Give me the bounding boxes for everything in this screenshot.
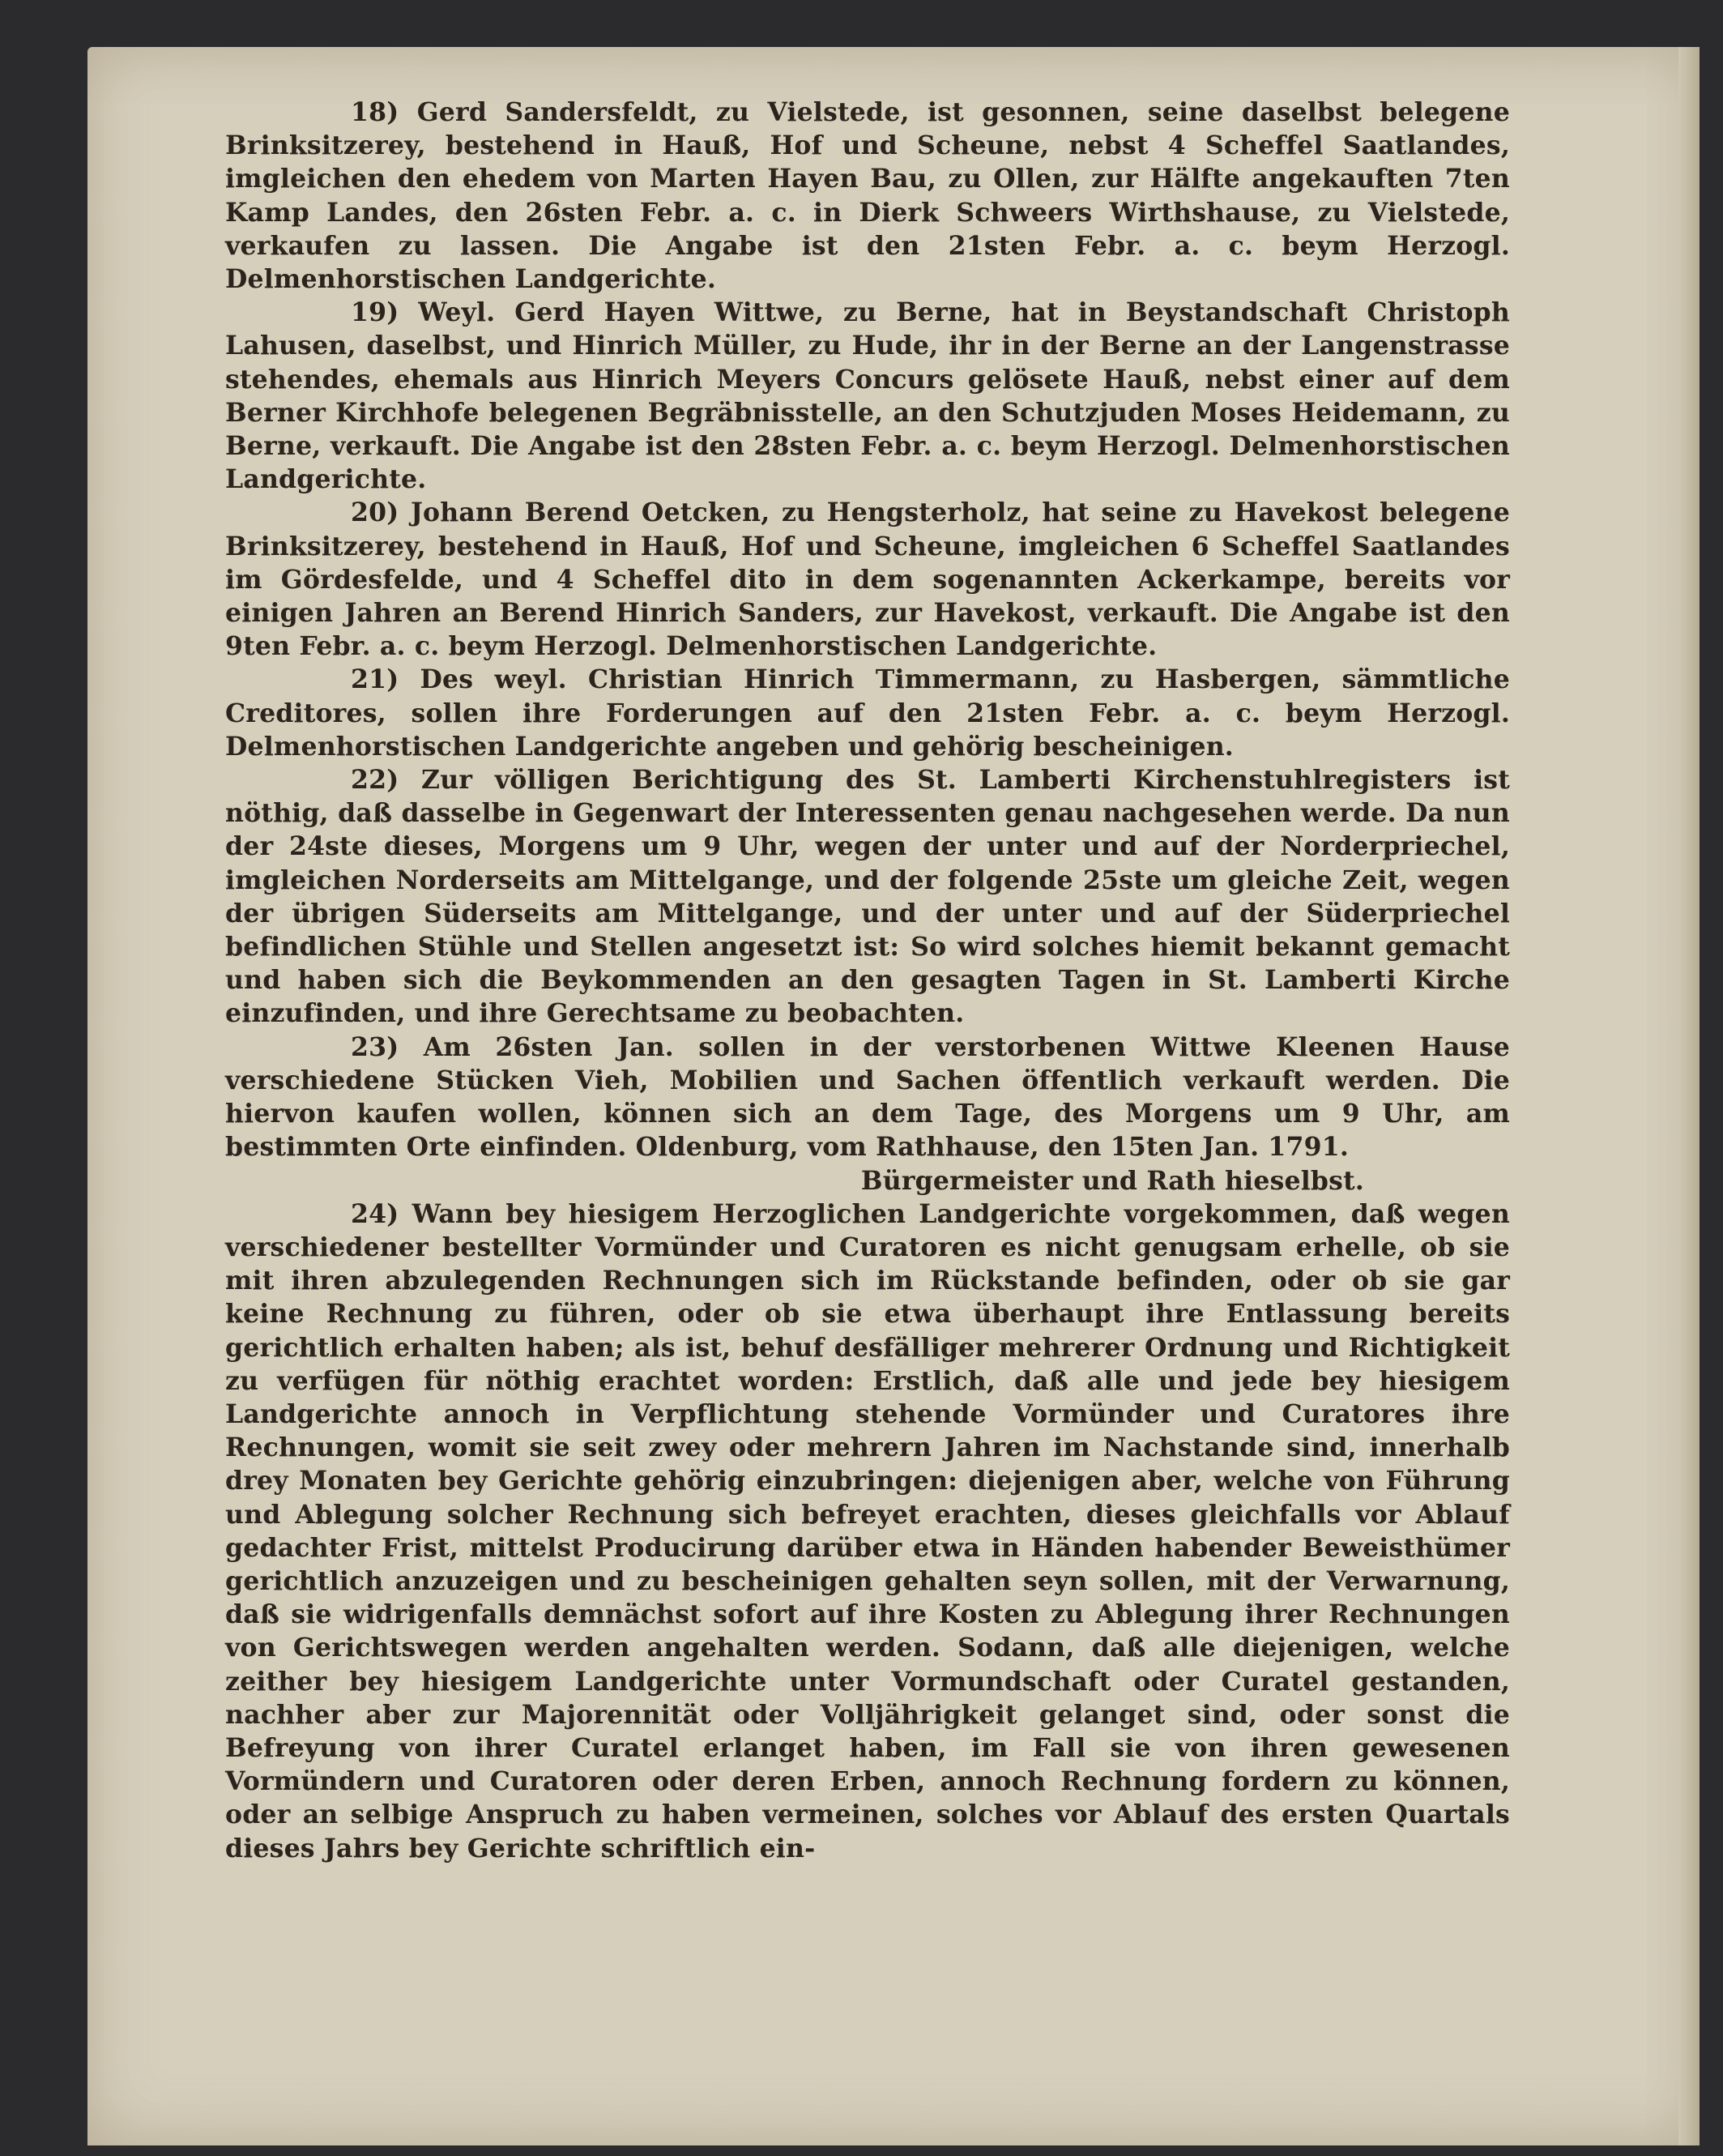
- paragraph-number: 21): [351, 664, 399, 695]
- paragraph-number: 20): [351, 497, 399, 528]
- paragraph-19: [225, 296, 1510, 496]
- paragraph-text: Gerd Sandersfeldt, zu Vielstede, ist gesonnen, seine daselbst belegene Brinksitzerey, bestehend in Hauß, Hof und Scheune, nebst 4 Scheffel Saatlandes, imgleichen den ehedem von Marten Hayen Bau, zu Ollen, zur Hälfte angekauften 7ten Kamp Landes, den 26sten Febr. a. c. in Dierk Schweers Wirthshause, zu Vielstede, verkaufen zu lassen. Die Angabe ist den 21sten Febr. a. c. beym Herzogl. Delmenhorstischen Landgerichte.: [225, 97, 1510, 295]
- paragraph-text: Des weyl. Christian Hinrich Timmermann, zu Hasbergen, sämmtliche Creditores, sollen ihre Forderungen auf den 21sten Febr. a. c. beym Herzogl. Delmenhorstischen Landgerichte angeben und gehörig bescheinigen.: [225, 664, 1510, 762]
- paragraph-text: Weyl. Gerd Hayen Wittwe, zu Berne, hat in Beystandschaft Christoph Lahusen, daselbst, und Hinrich Müller, zu Hude, ihr in der Berne an der Langenstrasse stehendes, ehemals aus Hinrich Meyers Concurs gelösete Hauß, nebst einer auf dem Berner Kirchhofe belegenen Begräbnisstelle, an den Schutzjuden Moses Heidemann, zu Berne, verkauft. Die Angabe ist den 28sten Febr. a. c. beym Herzogl. Delmenhorstischen Landgerichte.: [225, 297, 1510, 495]
- paragraph-number: 18): [351, 97, 399, 127]
- paragraph-text: Wann bey hiesigem Herzoglichen Landgerichte vorgekommen, daß wegen verschiedener bestellter Vormünder und Curatoren es nicht genugsam erhelle, ob sie mit ihren abzulegenden Rechnungen sich im Rückstande befinden, oder ob sie gar keine Rechnung zu führen, oder ob sie etwa überhaupt ihre Entlassung bereits gerichtlich erhalten haben; als ist, behuf desfälliger mehrerer Ordnung und Richtigkeit zu verfügen für nöthig erachtet worden: Erstlich, daß alle und jede bey hiesigem Landgerichte annoch in Verpflichtung stehende Vormünder und Curatores ihre Rechnungen, womit sie seit zwey oder mehrern Jahren im Nachstande sind, innerhalb drey Monaten bey Gerichte gehörig einzubringen: diejenigen aber, welche von Führung und Ablegung solcher Rechnung sich befreyet erachten, dieses gleichfalls vor Ablauf gedachter Frist, mittelst Producirung darüber etwa in Händen habender Beweisthümer gerichtlich anzuzeigen und zu bescheinigen gehalten seyn sollen, mit der Verwarnung, daß sie widrigenfalls demnächst sofort auf ihre Kosten zu Ablegung ihrer Rechnungen von Gerichtswegen werden angehalten werden. Sodann, daß alle diejenigen, welche zeither bey hiesigem Landgerichte unter Vormundschaft oder Curatel gestanden, nachher aber zur Majorennität oder Volljährigkeit gelanget sind, oder sonst die Befreyung von ihrer Curatel erlanget haben, im Fall sie von ihren gewesenen Vormündern und Curatoren oder deren Erben, annoch Rechnung fordern zu können, oder an selbige Anspruch zu haben vermeinen, solches vor Ablauf des ersten Quartals dieses Jahrs bey Gerichte schriftlich ein-: [225, 1198, 1510, 1864]
- paragraph-20: [225, 496, 1510, 663]
- paragraph-text: Am 26sten Jan. sollen in der verstorbenen Wittwe Kleenen Hause verschiedene Stücken Vieh, Mobilien und Sachen öffentlich verkauft werden. Die hiervon kaufen wollen, können sich an dem Tage, des Morgens um 9 Uhr, am bestimmten Orte einfinden. Oldenburg, vom Rathhause, den 15ten Jan. 1791.: [225, 1031, 1510, 1163]
- paragraph-number: 19): [351, 297, 399, 328]
- paragraph-18: [225, 96, 1510, 296]
- signature: Bürgermeister und Rath hieselbst.: [860, 1165, 1364, 1196]
- paragraph-number: 23): [351, 1031, 399, 1062]
- paragraph-23: [225, 1031, 1510, 1164]
- paragraph-21: [225, 663, 1510, 763]
- document-text: [225, 96, 1510, 1865]
- paragraph-number: 22): [351, 765, 399, 796]
- paragraph-24: [225, 1198, 1510, 1865]
- paragraph-text: Zur völligen Berichtigung des St. Lamberti Kirchenstuhlregisters ist nöthig, daß dasselbe in Gegenwart der Interessenten genau nachgesehen werde. Da nun der 24ste dieses, Morgens um 9 Uhr, wegen der unter und auf der Norderpriechel, imgleichen Norderseits am Mittelgange, und der folgende 25ste um gleiche Zeit, wegen der übrigen Süderseits am Mittelgange, und der unter und auf der Süderpriechel befindlichen Stühle und Stellen angesetzt ist: So wird solches hiemit bekannt gemacht und haben sich die Beykommenden an den gesagten Tagen in St. Lamberti Kirche einzufinden, und ihre Gerechtsame zu beobachten.: [225, 765, 1510, 1029]
- paragraph-22: [225, 763, 1510, 1031]
- paragraph-text: Johann Berend Oetcken, zu Hengsterholz, hat seine zu Havekost belegene Brinksitzerey, bestehend in Hauß, Hof und Scheune, imgleichen 6 Scheffel Saatlandes im Gördesfelde, und 4 Scheffel dito in dem sogenannten Ackerkampe, bereits vor einigen Jahren an Berend Hinrich Sanders, zur Havekost, verkauft. Die Angabe ist den 9ten Febr. a. c. beym Herzogl. Delmenhorstischen Landgerichte.: [225, 497, 1510, 662]
- paragraph-number: 24): [351, 1198, 399, 1229]
- page-edge: [1678, 47, 1700, 2145]
